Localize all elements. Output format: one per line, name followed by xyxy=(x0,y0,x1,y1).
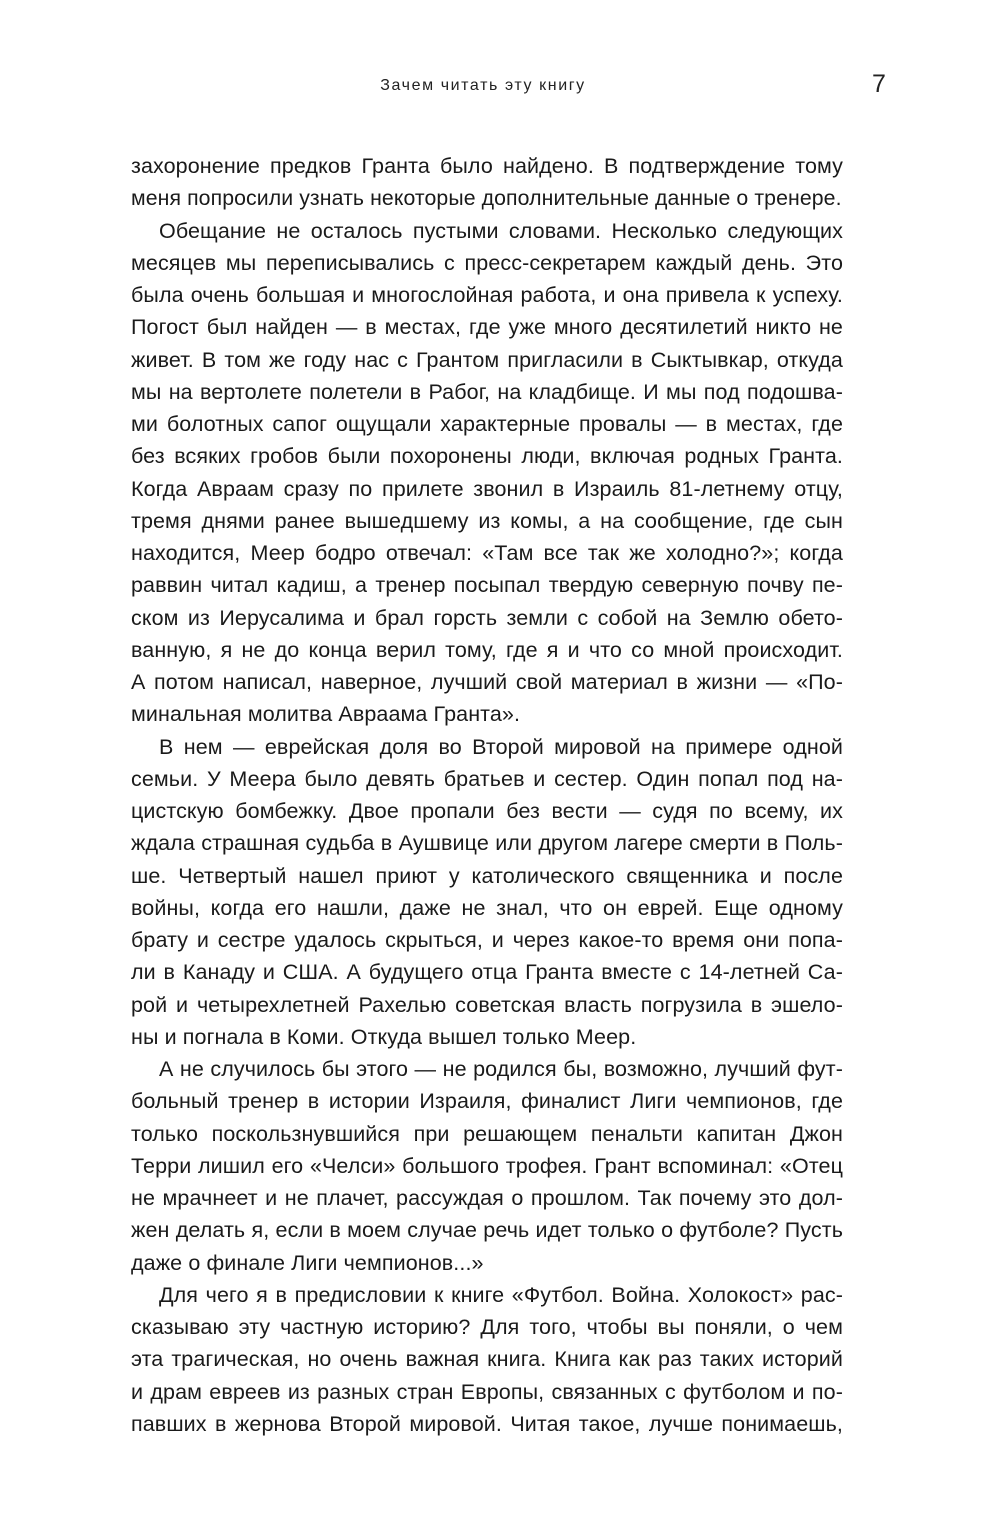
text-line: находится, Меер бодро отвечал: «Там все так же холодно?»; когда xyxy=(131,541,843,565)
text-line: войны, когда его нашли, даже не знал, что он еврей. Еще одному xyxy=(131,895,843,920)
text-line: ны и погнала в Коми. Откуда вышел только Меер. xyxy=(131,1024,637,1049)
text-line: Погост был найден — в местах, где уже много десятилетий никто не xyxy=(131,315,843,340)
paragraph xyxy=(131,1279,843,1440)
text-line: жен делать я, если в моем случае речь идет только о футболе? Пусть xyxy=(131,1218,843,1243)
text-line: больный тренер в истории Израиля, финалист Лиги чемпионов, где xyxy=(131,1089,843,1114)
text-line: ванную, я не до конца верил тому, где я и что со мной происходит. xyxy=(131,637,843,662)
text-line: ждала страшная судьба в Аушвице или другом лагере смерти в Поль- xyxy=(131,831,843,856)
text-line: захоронение предков Гранта было найдено. В подтверждение тому xyxy=(131,154,843,178)
text-line: без всяких гробов были похоронены люди, включая родных Гранта. xyxy=(131,444,843,469)
text-line: живет. В том же году нас с Грантом пригласили в Сыктывкар, откуда xyxy=(131,347,843,372)
text-line: Когда Авраам сразу по прилете звонил в Израиль 81-летнему отцу, xyxy=(131,476,843,501)
text-line: ми болотных сапог ощущали характерные провалы — в местах, где xyxy=(131,412,843,436)
text-line: семьи. У Меера было девять братьев и сестер. Один попал под на- xyxy=(131,766,843,791)
text-line: ли в Канаду и США. А будущего отца Гранта вместе с 14-летней Са- xyxy=(131,960,843,985)
text-line: ском из Иерусалима и брал горсть земли с собой на Землю обето- xyxy=(131,605,843,630)
text-line: павших в жернова Второй мировой. Читая такое, лучше понимаешь, xyxy=(131,1411,843,1436)
text-line: была очень большая и многослойная работа, и она привела к успеху. xyxy=(131,283,843,307)
text-line: рой и четырехлетней Рахелью советская власть погрузила в эшело- xyxy=(131,992,843,1017)
text-line: даже о финале Лиги чемпионов...» xyxy=(131,1250,484,1275)
text-line: А потом написал, наверное, лучший свой материал в жизни — «По- xyxy=(131,670,843,694)
body-text xyxy=(131,150,843,1440)
text-line: и драм евреев из разных стран Европы, связанных с футболом и по- xyxy=(131,1379,843,1404)
page-number: 7 xyxy=(872,70,886,98)
text-line: Для чего я в предисловии к книге «Футбол. Война. Холокост» рас- xyxy=(159,1282,843,1307)
text-line: Терри лишил его «Челси» большого трофея. Грант вспоминал: «Отец xyxy=(131,1153,843,1178)
text-line: раввин читал кадиш, а тренер посыпал твердую северную почву пе- xyxy=(131,573,843,598)
running-head: Зачем читать эту книгу xyxy=(380,77,586,94)
text-line: А не случилось бы этого — не родился бы, возможно, лучший фут- xyxy=(159,1057,843,1081)
text-line: ше. Четвертый нашел приют у католического священника и после xyxy=(131,863,843,888)
paragraph xyxy=(131,1053,843,1279)
paragraph xyxy=(131,731,843,1054)
text-line: минальная молитва Авраама Гранта». xyxy=(131,702,521,727)
text-line: меня попросили узнать некоторые дополнительные данные о тренере. xyxy=(131,186,842,211)
text-line: эта трагическая, но очень важная книга. Книга как раз таких историй xyxy=(131,1347,843,1372)
text-line: тремя днями ранее вышедшему из комы, а на сообщение, где сын xyxy=(131,508,843,533)
paragraph xyxy=(131,150,843,215)
text-line: сказываю эту частную историю? Для того, чтобы вы поняли, о чем xyxy=(131,1315,843,1339)
text-line: Обещание не осталось пустыми словами. Несколько следующих xyxy=(159,218,843,243)
text-line: месяцев мы переписывались с пресс-секретарем каждый день. Это xyxy=(131,250,843,275)
text-line: В нем — еврейская доля во Второй мировой на примере одной xyxy=(159,734,843,759)
paragraph xyxy=(131,215,843,731)
text-line: мы на вертолете полетели в Рабог, на кладбище. И мы под подошва- xyxy=(131,379,843,404)
text-line: не мрачнеет и не плачет, рассуждая о прошлом. Так почему это дол- xyxy=(131,1186,843,1210)
text-line: цистскую бомбежку. Двое пропали без вести — судя по всему, их xyxy=(131,799,843,823)
text-line: только поскользнувшийся при решающем пенальти капитан Джон xyxy=(131,1121,843,1146)
text-line: брату и сестре удалось скрыться, и через какое-то время они попа- xyxy=(131,928,843,952)
